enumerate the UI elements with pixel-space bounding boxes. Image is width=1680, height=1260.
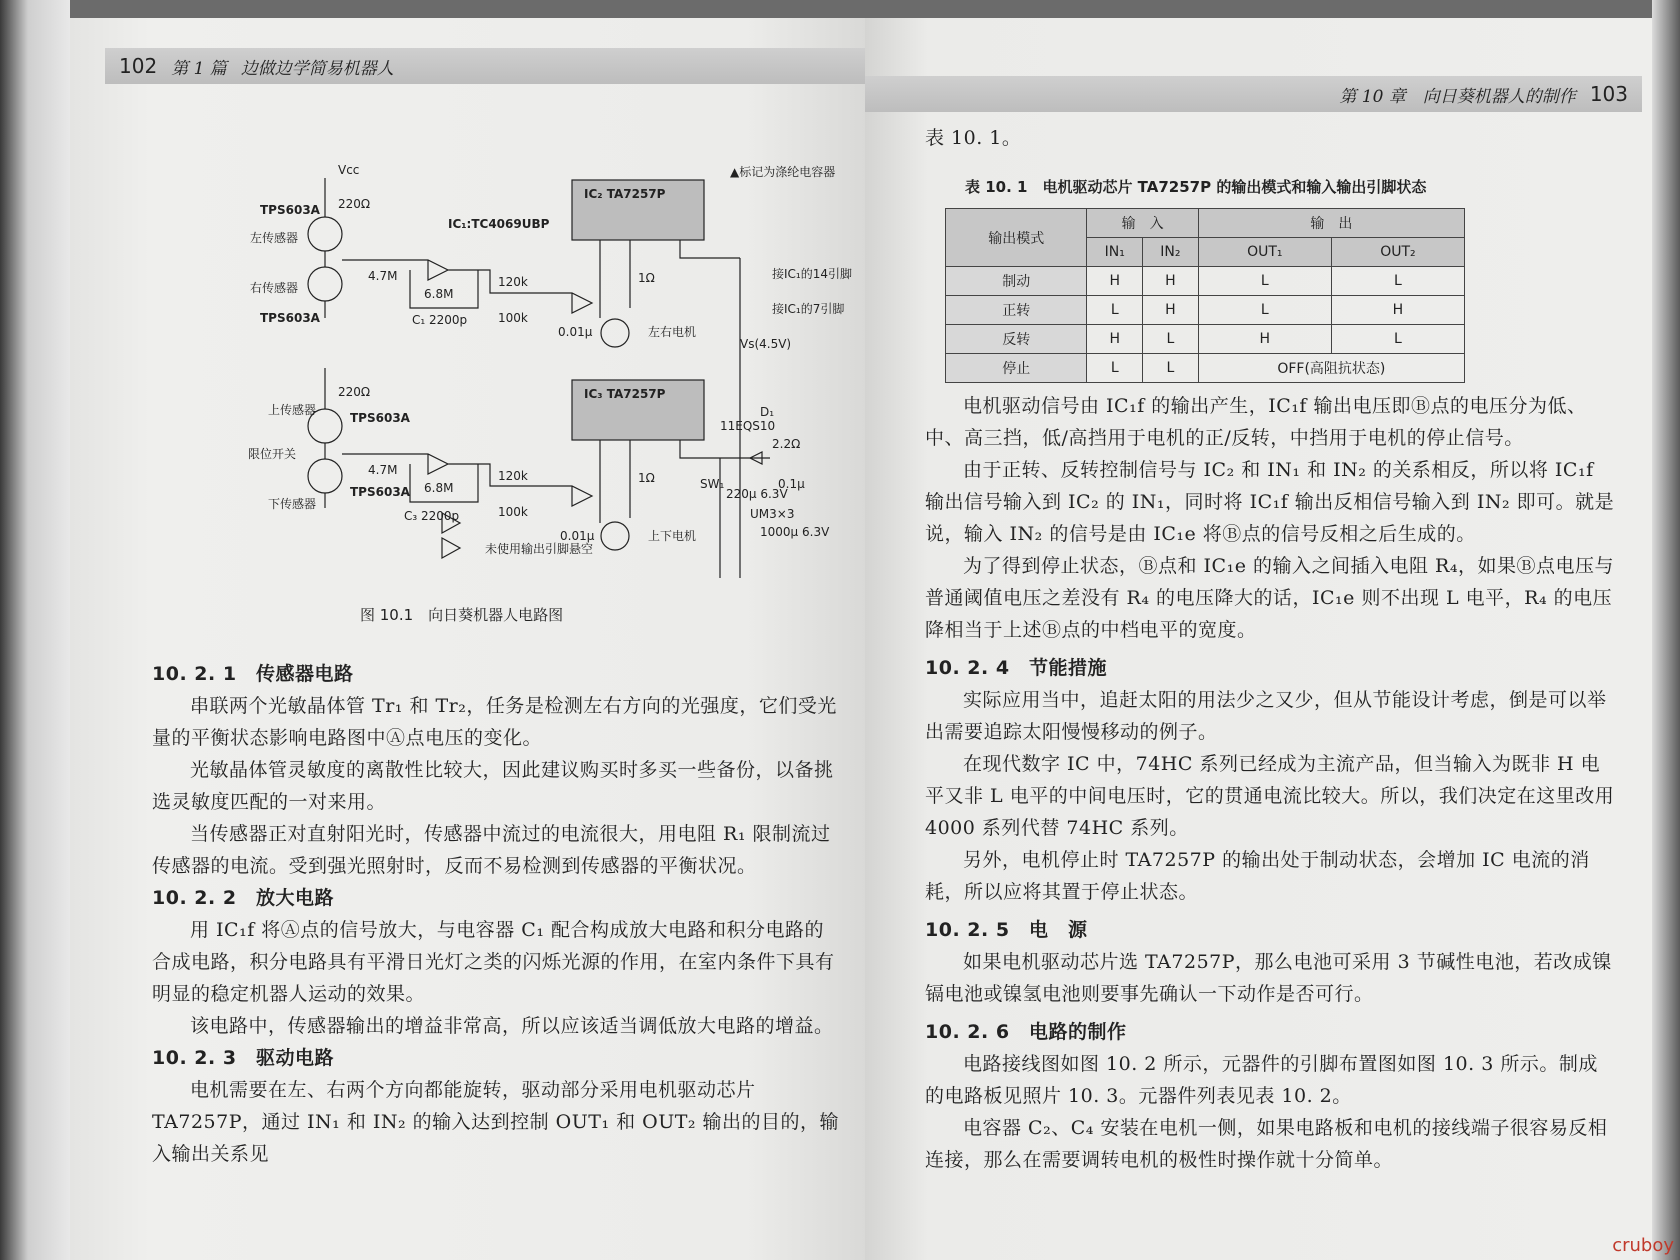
right-header-chapter: 第 10 章 向日葵机器人的制作 xyxy=(1339,86,1576,107)
cell: H xyxy=(1198,325,1331,354)
th-in2: IN₂ xyxy=(1143,238,1199,267)
cell: H xyxy=(1087,325,1143,354)
r2-value: 4.7M xyxy=(368,269,398,283)
table-row xyxy=(946,325,1465,354)
motor-ud-label: 上下电机 xyxy=(648,529,697,543)
down-sensor-label: 下传感器 xyxy=(268,497,317,511)
th-out2: OUT₂ xyxy=(1331,238,1464,267)
cell: L xyxy=(1198,267,1331,296)
motor-lr-label: 左右电机 xyxy=(648,325,697,339)
cell-mode: 停止 xyxy=(946,354,1087,383)
section-heading: 10. 2. 2 放大电路 xyxy=(152,887,335,909)
ic1-label: IC₁:TC4069UBP xyxy=(448,217,550,231)
paragraph: 当传感器正对直射阳光时，传感器中流过的电流很大，用电阻 R₁ 限制流过传感器的电流。受到强光照射时，反而不易检测到传感器的平衡状况。 xyxy=(152,823,831,877)
battery-label: UM3×3 xyxy=(750,507,795,521)
section-heading: 10. 2. 6 电路的制作 xyxy=(925,1021,1127,1043)
page-stack-left xyxy=(0,0,70,1260)
left-page xyxy=(70,18,865,1260)
sw1-label: SW₁ xyxy=(700,477,725,491)
r13-value: 2.2Ω xyxy=(772,437,801,451)
paragraph: 为了得到停止状态，Ⓑ点和 IC₁e 的输入之间插入电阻 R₄，如果Ⓑ点电压与普通阈值电压之差没有 R₄ 的电压降大的话，IC₁e 则不出现 L 电平，R₄ 的电压降相当于上述Ⓑ点的中档电平的宽度。 xyxy=(925,555,1614,641)
figure-caption: 图 10.1 向日葵机器人电路图 xyxy=(360,606,564,624)
table-row xyxy=(946,296,1465,325)
c5-value: 220μ 6.3V xyxy=(726,487,788,501)
c4-value: 0.01μ xyxy=(560,529,595,543)
left-header-part: 第 1 篇 xyxy=(171,58,227,79)
limit-switch-label: 限位开关 xyxy=(248,447,297,461)
right-page xyxy=(865,18,1652,1260)
left-body xyxy=(152,658,842,1170)
vs-label: Vs(4.5V) xyxy=(740,337,792,351)
paragraph: 电机需要在左、右两个方向都能旋转，驱动部分采用电机驱动芯片 TA7257P，通过 IN₁ 和 IN₂ 的输入达到控制 OUT₁ 和 OUT₂ 输出的目的，输入输出关系见 xyxy=(152,1079,840,1165)
r12-value: 1Ω xyxy=(638,471,655,485)
paragraph: 用 IC₁f 将Ⓐ点的信号放大，与电容器 C₁ 配合构成放大电路和积分电路的合成电路，积分电路具有平滑日光灯之类的闪烁光源的作用，在室内条件下具有明显的稳定机器人运动的效果。 xyxy=(152,919,835,1005)
table-row xyxy=(946,354,1465,383)
r5-value: 120k xyxy=(498,275,528,289)
left-page-number: 102 xyxy=(119,54,158,78)
th-out1: OUT₁ xyxy=(1198,238,1331,267)
c3-value: C₃ 2200p xyxy=(404,509,460,523)
table-caption: 表 10. 1 电机驱动芯片 TA7257P 的输出模式和输入输出引脚状态 xyxy=(965,178,1427,196)
cell: H xyxy=(1331,296,1464,325)
table-row xyxy=(946,267,1465,296)
c1-value: C₁ 2200p xyxy=(412,313,468,327)
paragraph: 电机驱动信号由 IC₁f 的输出产生，IC₁f 输出电压即Ⓑ点的电压分为低、中、高三挡，低/高挡用于电机的正/反转，中挡用于电机的停止信号。 xyxy=(925,395,1587,449)
paragraph: 该电路中，传感器输出的增益非常高，所以应该适当调低放大电路的增益。 xyxy=(190,1015,834,1037)
intro-line: 表 10. 1。 xyxy=(925,127,1022,149)
th-input: 输 入 xyxy=(1087,209,1198,238)
left-header-title: 边做边学简易机器人 xyxy=(240,58,394,79)
pin7-label: 接IC₁的7引脚 xyxy=(772,302,845,316)
section-heading: 10. 2. 5 电 源 xyxy=(925,919,1088,941)
paragraph: 串联两个光敏晶体管 Tr₁ 和 Tr₂，任务是检测左右方向的光强度，它们受光量的平衡状态影响电路图中Ⓐ点电压的变化。 xyxy=(152,695,837,749)
section-heading: 10. 2. 1 传感器电路 xyxy=(152,663,354,685)
cell: H xyxy=(1143,267,1199,296)
cell: L xyxy=(1143,354,1199,383)
th-in1: IN₁ xyxy=(1087,238,1143,267)
page-stack-right xyxy=(1652,0,1680,1260)
mode-table xyxy=(945,208,1465,383)
cell-mode: 正转 xyxy=(946,296,1087,325)
r11-value: 120k xyxy=(498,469,528,483)
tps-label-3: TPS603A xyxy=(350,411,410,425)
cell-mode: 制动 xyxy=(946,267,1087,296)
th-output: 输 出 xyxy=(1198,209,1464,238)
ic2-label: IC₂ TA7257P xyxy=(584,187,666,201)
unused-pins-label: 未使用输出引脚悬空 xyxy=(485,542,594,556)
paragraph: 在现代数字 IC 中，74HC 系列已经成为主流产品，但当输入为既非 H 电平又非 L 电平的中间电压时，它的贯通电流比较大。所以，我们决定在这里改用 4000 系列代替 74HC 系列。 xyxy=(925,753,1615,839)
cell: L xyxy=(1198,296,1331,325)
tr1-transistor xyxy=(308,217,342,251)
pin14-label: 接IC₁的14引脚 xyxy=(772,267,852,281)
paragraph: 如果电机驱动芯片选 TA7257P，那么电池可采用 3 节碱性电池，若改成镍镉电池或镍氢电池则要事先确认一下动作是否可行。 xyxy=(925,951,1612,1005)
cell: L xyxy=(1087,296,1143,325)
th-mode: 输出模式 xyxy=(946,209,1087,267)
vcc-label: Vcc xyxy=(338,163,360,177)
motor-lr xyxy=(601,319,629,347)
circuit-diagram xyxy=(160,158,852,588)
paragraph: 光敏晶体管灵敏度的离散性比较大，因此建议购买时多买一些备份，以备挑选灵敏度匹配的一对来用。 xyxy=(152,759,834,813)
r6-value: 1Ω xyxy=(638,271,655,285)
r3-value: 6.8M xyxy=(424,287,454,301)
cell: L xyxy=(1331,325,1464,354)
right-running-header xyxy=(865,76,1642,112)
paragraph: 实际应用当中，追赶太阳的用法少之又少，但从节能设计考虑，倒是可以举出需要追踪太阳慢慢移动的例子。 xyxy=(925,689,1607,743)
c6-value: 1000μ 6.3V xyxy=(760,525,830,539)
c2-value: 0.01μ xyxy=(558,325,593,339)
cell-merged: OFF(高阻抗状态) xyxy=(1198,354,1464,383)
paragraph: 电路接线图如图 10. 2 所示，元器件的引脚布置图如图 10. 3 所示。制成的电路板见照片 10. 3。元器件列表见表 10. 2。 xyxy=(925,1053,1598,1107)
paragraph: 电容器 C₂、C₄ 安装在电机一侧，如果电路板和电机的接线端子很容易反相连接，那么在需要调转电机的极性时操作就十分简单。 xyxy=(925,1117,1608,1171)
cell: H xyxy=(1143,296,1199,325)
section-heading: 10. 2. 4 节能措施 xyxy=(925,657,1108,679)
left-running-header xyxy=(105,48,865,84)
r7-value: 220Ω xyxy=(338,385,371,399)
tps-label-2: TPS603A xyxy=(260,311,320,325)
cell: L xyxy=(1143,325,1199,354)
r1-value: 220Ω xyxy=(338,197,371,211)
d1-label: D₁ xyxy=(760,405,775,419)
r4-value: 100k xyxy=(498,311,528,325)
left-sensor-label: 左传感器 xyxy=(250,231,299,245)
motor-ud xyxy=(601,522,629,550)
right-body xyxy=(925,390,1615,1176)
tr2-transistor xyxy=(308,267,342,301)
right-page-number: 103 xyxy=(1589,82,1628,106)
cell-mode: 反转 xyxy=(946,325,1087,354)
paragraph: 由于正转、反转控制信号与 IC₂ 和 IN₁ 和 IN₂ 的关系相反，所以将 IC₁f 输出信号输入到 IC₂ 的 IN₁，同时将 IC₁f 输出反相信号输入到 IN₂ 即可。就是说，输入 IN₂ 的信号是由 IC₁e 将Ⓑ点的信号反相之后生成的。 xyxy=(925,459,1615,545)
r10-value: 100k xyxy=(498,505,528,519)
watermark: cruboy xyxy=(1612,1235,1674,1256)
paragraph: 另外，电机停止时 TA7257P 的输出处于制动状态，会增加 IC 电流的消耗，所以应将其置于停止状态。 xyxy=(925,849,1590,903)
eqs-label: 11EQS10 xyxy=(720,419,776,433)
tps-label-1: TPS603A xyxy=(260,203,320,217)
cell: L xyxy=(1087,354,1143,383)
r9-value: 6.8M xyxy=(424,481,454,495)
ic3-label: IC₃ TA7257P xyxy=(584,387,666,401)
tps-label-4: TPS603A xyxy=(350,485,410,499)
section-heading: 10. 2. 3 驱动电路 xyxy=(152,1047,335,1069)
up-sensor-label: 上传感器 xyxy=(268,403,317,417)
capacitor-note: ▲标记为涤纶电容器 xyxy=(730,165,836,179)
cell: H xyxy=(1087,267,1143,296)
c7-value: 0.1μ xyxy=(778,477,805,491)
tr4-transistor xyxy=(308,459,342,493)
right-sensor-label: 右传感器 xyxy=(250,281,299,295)
cell: L xyxy=(1331,267,1464,296)
r8-value: 4.7M xyxy=(368,463,398,477)
